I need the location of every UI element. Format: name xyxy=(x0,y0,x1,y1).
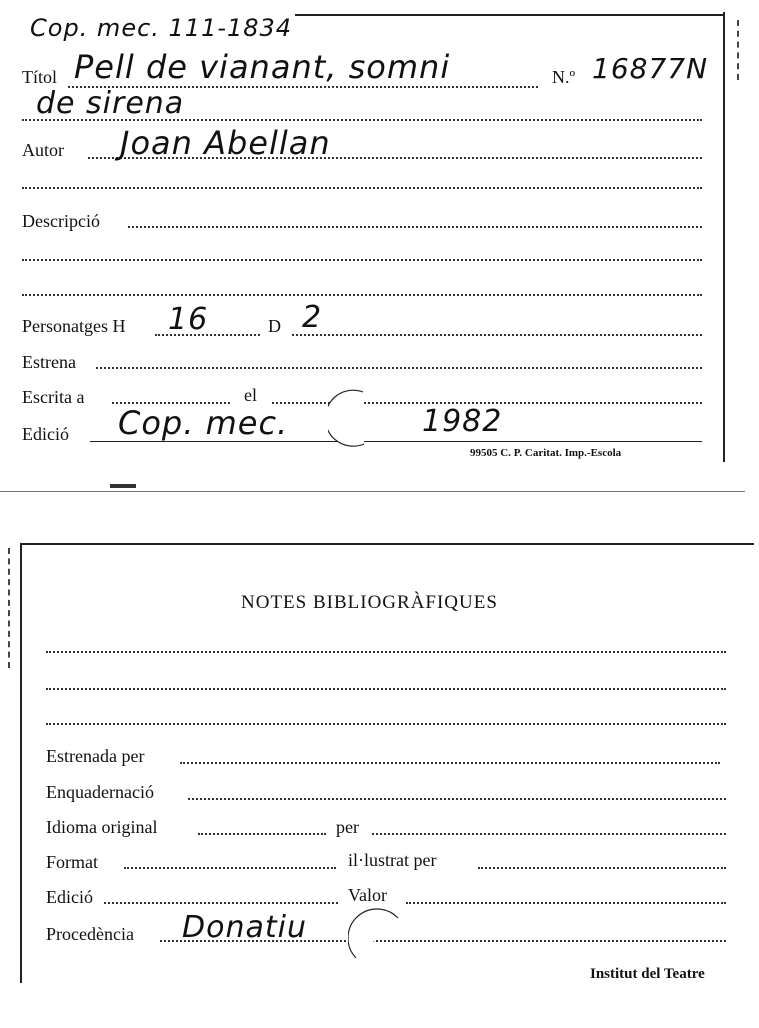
estrena-label: Estrena xyxy=(22,352,76,372)
card-separator xyxy=(0,491,745,492)
per-label: per xyxy=(336,817,359,837)
edicio-value: Cop. mec. xyxy=(118,404,289,442)
enquadernacio-line xyxy=(188,798,726,800)
autor-line-2 xyxy=(22,187,702,189)
per-line xyxy=(372,833,726,835)
format-label: Format xyxy=(46,852,98,872)
punch-hole-front xyxy=(328,388,398,448)
scan-smudge xyxy=(110,484,136,488)
card-front-top-border xyxy=(295,14,723,16)
notes-heading: NOTES BIBLIOGRÀFIQUES xyxy=(241,592,498,613)
card-back-left-border xyxy=(20,543,22,983)
procedencia-label: Procedència xyxy=(46,924,134,944)
idioma-original-line xyxy=(198,833,326,835)
institution-name: Institut del Teatre xyxy=(590,966,705,982)
homes-value: 16 xyxy=(168,302,209,337)
autor-label: Autor xyxy=(22,140,64,160)
format-line xyxy=(124,867,336,869)
card-front-edge-mark xyxy=(737,20,739,80)
escrita-label: Escrita a xyxy=(22,387,85,407)
personatges-label: Personatges H xyxy=(22,316,126,336)
punch-hole-back xyxy=(348,908,418,978)
descripcio-label: Descripció xyxy=(22,211,100,231)
edicio-label: Edició xyxy=(22,424,69,444)
edicio-back-line xyxy=(104,902,338,904)
titol-value-line2: de sirena xyxy=(36,86,185,121)
card-back-top-border xyxy=(22,543,754,545)
numero-value: 16877N xyxy=(592,52,709,85)
edicio-back-label: Edició xyxy=(46,887,93,907)
card-front-right-border xyxy=(723,12,725,462)
enquadernacio-label: Enquadernació xyxy=(46,782,154,802)
descripcio-line-3 xyxy=(22,294,702,296)
card-back-edge-mark xyxy=(8,548,10,668)
autor-value: Joan Abellan xyxy=(120,124,331,162)
notes-line-2 xyxy=(46,688,726,690)
edicio-year: 1982 xyxy=(422,404,503,439)
catalog-note: Cop. mec. 111-1834 xyxy=(30,14,293,42)
dones-label: D xyxy=(268,316,281,336)
el-label: el xyxy=(244,385,257,405)
estrenada-per-line xyxy=(180,762,720,764)
illustrat-per-label: il·lustrat per xyxy=(348,850,437,870)
procedencia-value: Donatiu xyxy=(182,910,307,945)
valor-line xyxy=(406,902,726,904)
numero-label: N.º xyxy=(552,67,576,87)
illustrat-per-line xyxy=(478,867,726,869)
dones-value: 2 xyxy=(302,300,323,335)
idioma-original-label: Idioma original xyxy=(46,817,158,837)
descripcio-line-2 xyxy=(22,259,702,261)
notes-line-3 xyxy=(46,723,726,725)
printer-mark: 99505 C. P. Caritat. Imp.-Escola xyxy=(470,447,622,459)
dones-line xyxy=(292,334,702,336)
titol-label: Títol xyxy=(22,67,57,87)
titol-value-line1: Pell de vianant, somni xyxy=(74,48,451,86)
descripcio-line-1 xyxy=(128,226,702,228)
estrenada-per-label: Estrenada per xyxy=(46,746,145,766)
estrena-line xyxy=(96,367,702,369)
notes-line-1 xyxy=(46,651,726,653)
valor-label: Valor xyxy=(348,885,387,905)
